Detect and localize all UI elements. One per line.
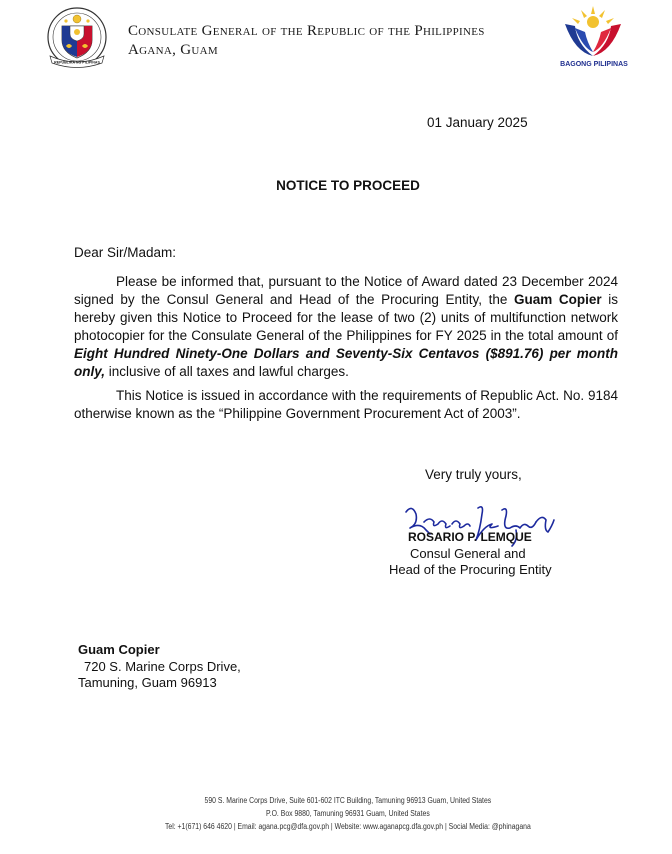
paragraph-1 — [74, 273, 618, 381]
letter-date: 01 January 2025 — [427, 115, 528, 130]
philippine-seal-logo — [46, 6, 108, 68]
signatory-name: ROSARIO P. LEMQUE — [408, 530, 532, 544]
signatory-position-line2: Head of the Procuring Entity — [389, 562, 552, 577]
signatory-position-line1: Consul General and — [410, 546, 526, 561]
paragraph-2-text: This Notice is issued in accordance with the requirements of Republic Act. No. 9184 otherwise known as the “Philippine Government Procurement Act of 2003”. — [74, 388, 618, 421]
amount-bold-italic: Eight Hundred Ninety-One Dollars and Seventy-Six Centavos ($891.76) per month only, — [74, 346, 618, 379]
paragraph-1-text-c: inclusive of all taxes and lawful charges. — [105, 364, 349, 379]
paragraph-1-text-a: Please be informed that, pursuant to the Notice of Award dated 23 December 2024 signed by the Consul General and Head of the Procuring Entity, the — [74, 274, 618, 307]
footer-contact-line: Tel: +1(671) 646 4620 | Email: agana.pcg@dfa.gov.ph | Website: www.aganapcg.dfa.gov.ph | Social Media: @phinagana — [164, 822, 531, 831]
seal-ribbon-text: REPUBLIKA NG PILIPINAS — [54, 60, 100, 65]
footer-address-line: 590 S. Marine Corps Drive, Suite 601-602 ITC Building, Tamuning 96913 Guam, United States — [204, 796, 492, 805]
consulate-location: Agana, Guam — [128, 42, 218, 58]
paragraph-1-text-b: is hereby given this Notice to Proceed for the lease of two (2) units of multifunction network photocopier for the Consulate General of the Philippines for FY 2025 in the total amount of — [74, 292, 619, 343]
addressee-address-line1: 720 S. Marine Corps Drive, — [84, 659, 241, 674]
salutation: Dear Sir/Madam: — [74, 245, 177, 260]
notice-title: NOTICE TO PROCEED — [276, 178, 420, 193]
company-name-bold: Guam Copier — [514, 292, 602, 307]
addressee-name: Guam Copier — [78, 642, 160, 657]
closing: Very truly yours, — [425, 467, 522, 482]
consulate-title: Consulate General of the Republic of the Philippines — [128, 23, 485, 39]
paragraph-2 — [74, 387, 618, 423]
bagong-pilipinas-label: BAGONG PILIPINAS — [560, 61, 628, 68]
bagong-pilipinas-logo — [561, 6, 625, 58]
footer-pobox-line: P.O. Box 9880, Tamuning 96931 Guam, United States — [265, 809, 430, 818]
addressee-address-line2: Tamuning, Guam 96913 — [78, 675, 217, 690]
